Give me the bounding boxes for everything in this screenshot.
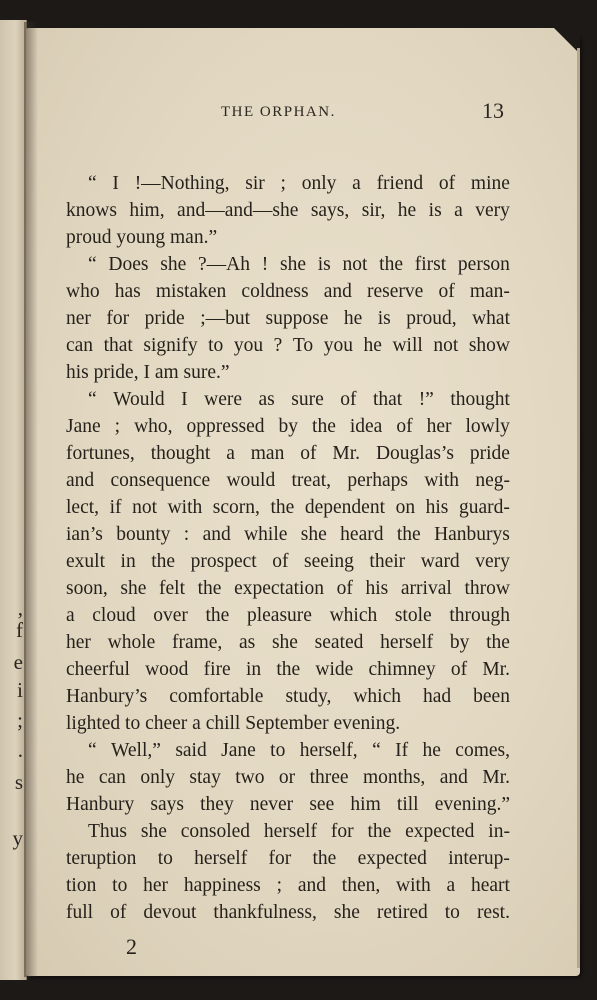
word: in [245,659,262,680]
word: herself [194,848,248,869]
gutter-shadow [24,22,38,977]
word: very [475,200,510,221]
running-head [26,98,580,128]
word: to [444,902,460,923]
word: herself [263,821,317,842]
word: her [143,875,169,896]
word: with [424,470,460,491]
text-line [66,305,510,332]
word: coldness [241,281,309,302]
word: “ [88,254,97,275]
word: oppressed [186,416,265,437]
word: !” [418,389,434,410]
word: a [454,200,463,221]
word: Douglas’s [375,443,454,464]
word: been [473,686,510,707]
word: of [396,416,413,437]
word: perhaps [347,470,409,491]
word: and [66,470,95,491]
text-line: his pride, I am sure.” [66,362,230,383]
word: with [167,497,203,518]
word: stay [189,767,221,788]
facing-page-fragment: . [17,738,23,762]
text-line [66,602,510,629]
word: felt [159,578,185,599]
text-line [66,899,510,926]
word: ward [420,551,460,572]
text-line [66,818,510,845]
text-line: proud young man.” [66,227,218,248]
facing-page-fragment: , [17,596,23,620]
word: he [66,767,85,788]
word: Hanburys [434,524,510,545]
word: to [208,335,224,356]
word: a [352,173,361,194]
word: on [395,497,416,518]
word: sure [291,389,324,410]
word: she [160,254,187,275]
facing-page-fragment: e [13,650,23,674]
text-line [66,872,510,899]
word: teruption [66,848,137,869]
word: seeing [304,551,354,572]
word: his [425,497,449,518]
word: heard [340,524,384,545]
word: mine [470,173,510,194]
text-line [66,386,510,413]
word: of [300,443,317,464]
word: suppose [265,308,329,329]
word: he [363,335,382,356]
word: not [342,254,368,275]
word: chimney [368,659,436,680]
text-line [66,278,510,305]
word: Mr. [332,443,361,464]
word: in [120,551,136,572]
word: of [110,902,127,923]
word: you [323,335,353,356]
word: the [367,821,392,842]
word: the [205,605,230,626]
word: their [369,551,406,572]
text-line: lighted to cheer a chill September evening. [66,713,401,734]
word: that [103,335,133,356]
text-line [66,332,510,359]
word: she [279,254,306,275]
word: idea [349,416,383,437]
word: Well,” [111,740,161,761]
text-line [66,440,510,467]
word: reserve [367,281,424,302]
word: ! [261,254,269,275]
word: comfortable [169,686,264,707]
word: which [329,605,378,626]
word: the [276,659,301,680]
word: you [233,335,264,356]
word: were [204,389,243,410]
word: retired [376,902,428,923]
word: very [475,551,510,572]
word: the [312,416,336,437]
word: exult [66,551,105,572]
book-page [26,28,580,976]
word: soon, [66,578,108,599]
word: had [423,686,452,707]
word: his [365,578,389,599]
word: arrival [400,578,452,599]
word: he [397,200,417,221]
facing-page-fragment: f [16,618,23,642]
word: what [472,308,510,329]
word: a [446,875,456,896]
word: he [343,308,363,329]
word: consoled [180,821,251,842]
word: Mr. [482,659,510,680]
word: “ [88,740,97,761]
word: sir, [361,200,386,221]
word: heart [471,875,510,896]
word: which [353,686,401,707]
word: with [396,875,431,896]
word: mistaken [155,281,227,302]
word: treat, [291,470,332,491]
word: who [66,281,100,302]
word: : [183,524,190,545]
word: of [336,578,353,599]
word: neg- [475,470,510,491]
text-line [66,413,510,440]
word: that [372,389,403,410]
word: I [181,389,188,410]
word: to [112,875,128,896]
word: cheerful [66,659,130,680]
word: happiness [183,875,261,896]
facing-page-fragment: y [12,826,23,850]
word: her [66,632,91,653]
word: the [396,524,421,545]
word: herself, [299,740,358,761]
page-edge [577,48,580,968]
word: the [379,254,403,275]
word: show [468,335,510,356]
text-line [66,764,510,791]
word: person [457,254,510,275]
word: thought [150,443,211,464]
word: !—Nothing, [134,173,230,194]
word: only [140,767,175,788]
word: of [438,173,456,194]
word: three [309,767,349,788]
word: ; [276,875,282,896]
word: expected [357,848,427,869]
facing-page-edge [0,20,27,980]
signature-mark: 2 [126,934,137,959]
text-line [66,656,510,683]
word: her [426,416,452,437]
word: fortunes, [66,443,135,464]
word: of [340,389,357,410]
word: and [202,524,231,545]
word: of [450,659,468,680]
word: through [449,605,510,626]
word: or [278,767,296,788]
word: Does [108,254,149,275]
word: in- [488,821,510,842]
text-line [66,629,510,656]
word: sir [245,173,265,194]
word: ner [66,308,91,329]
word: ; [114,416,121,437]
word: cloud [92,605,136,626]
text-line [66,548,510,575]
word: lowly [465,416,510,437]
word: first [414,254,447,275]
word: friend [376,173,424,194]
word: signify [143,335,198,356]
word: says [150,794,184,815]
word: for [268,848,292,869]
word: frame, [171,632,223,653]
word: as [258,389,275,410]
word: can [66,335,94,356]
word: bounty [116,524,171,545]
word: never [249,794,294,815]
word: two [235,767,265,788]
page-number: 13 [482,98,504,123]
word: herself [380,632,434,653]
word: Mr. [482,767,510,788]
facing-page-fragment: i [17,678,23,702]
word: says, [310,200,350,221]
text-line [66,197,510,224]
word: Hanbury [66,794,135,815]
word: she [271,632,298,653]
text-line [66,467,510,494]
word: the [486,632,510,653]
word: the [270,497,295,518]
word: by [278,416,299,437]
word: ? [273,335,283,356]
word: expectation [234,578,324,599]
word: comes, [455,740,510,761]
word: and [439,767,468,788]
word: Jane [66,416,101,437]
text-line [66,521,510,548]
word: not [132,497,157,518]
word: if [109,497,122,518]
word: interup- [448,848,510,869]
word: for [330,821,354,842]
word: she [140,821,167,842]
word: and [297,875,326,896]
word: Would [113,389,165,410]
word: can [98,767,126,788]
word: has [114,281,141,302]
text-line [66,683,510,710]
word: not [433,335,459,356]
word: To [292,335,314,356]
text-line [66,791,510,818]
word: she [300,524,327,545]
word: whole [107,632,156,653]
word: man [250,443,285,464]
word: while [244,524,288,545]
word: fire [203,659,231,680]
word: wide [315,659,354,680]
word: “ [88,389,97,410]
word: is [428,200,442,221]
word: throw [464,578,510,599]
word: by [449,632,470,653]
word: will [392,335,423,356]
word: of [438,281,455,302]
word: ; [280,173,286,194]
word: she [120,578,147,599]
word: over [153,605,188,626]
word: full [66,902,94,923]
word: pleasure [246,605,312,626]
word: lect, [66,497,100,518]
word: him [350,794,381,815]
text-line [66,845,510,872]
word: Hanbury’s [66,686,148,707]
word: ?—Ah [197,254,250,275]
word: as [239,632,256,653]
word: seated [314,632,364,653]
word: and—and—she [177,200,299,221]
facing-page-fragment: ; [17,708,23,732]
word: for [106,308,130,329]
word: proud, [406,308,457,329]
word: the [312,848,337,869]
word: dependent [304,497,386,518]
word: knows [66,200,117,221]
word: guard- [458,497,510,518]
word: consequence [110,470,211,491]
word: study, [285,686,332,707]
word: man- [469,281,510,302]
word: is [377,308,391,329]
word: months, [363,767,426,788]
word: wood [145,659,189,680]
running-head-title: THE ORPHAN. [221,104,336,120]
word: evening.” [434,794,510,815]
text-line [66,251,510,278]
word: to [157,848,173,869]
word: of [272,551,289,572]
word: and [323,281,352,302]
word: see [309,794,335,815]
word: pride [469,443,510,464]
word: tion [66,875,97,896]
facing-page-fragment: s [14,770,23,794]
word: they [200,794,234,815]
word: would [226,470,276,491]
word: to [270,740,286,761]
word: “ [88,173,97,194]
word: Jane [221,740,256,761]
word: thankfulness, [213,902,317,923]
text-line [66,575,510,602]
word: the [197,578,222,599]
word: If [395,740,409,761]
text-line [66,737,510,764]
word: expected [405,821,475,842]
word: the [151,551,176,572]
word: him, [129,200,165,221]
word: scorn, [212,497,260,518]
word: ;—but [200,308,251,329]
word: “ [372,740,381,761]
word: he [422,740,441,761]
word: only [301,173,337,194]
word: devout [143,902,197,923]
word: I [112,173,119,194]
word: is [317,254,331,275]
word: pride [144,308,185,329]
word: she [333,902,360,923]
word: who, [134,416,173,437]
word: a [226,443,235,464]
word: thought [450,389,510,410]
word: a [66,605,75,626]
word: ian’s [66,524,103,545]
word: said [175,740,207,761]
word: Thus [88,821,127,842]
text-line [66,170,510,197]
word: stole [394,605,432,626]
word: till [396,794,419,815]
word: rest. [476,902,510,923]
body-text [66,170,510,926]
text-line [66,494,510,521]
word: prospect [190,551,257,572]
word: then, [341,875,381,896]
